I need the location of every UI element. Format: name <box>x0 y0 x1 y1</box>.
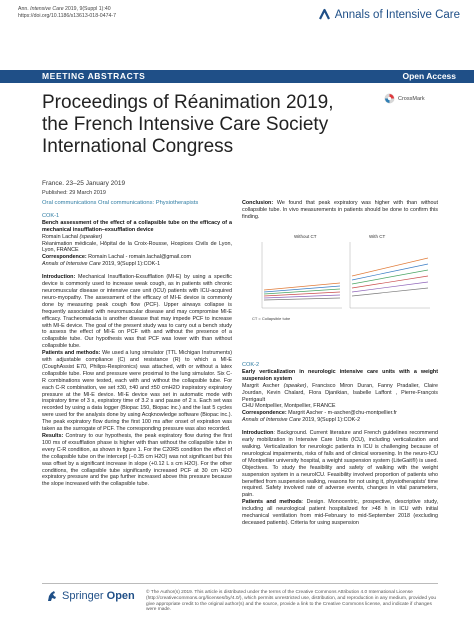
methods-paragraph: Patients and methods: Design. Monocentric, prospective, descriptive study, including all neurological patient hospitalized for >48 h in ICU with initial mechanical ventilation from mid-February to mid-September 2018 (excluding deceased patients). Criteria for using suspension <box>242 499 439 526</box>
crossmark-button[interactable] <box>384 93 425 104</box>
springer-open-logo <box>46 590 135 602</box>
with-ct-series-line <box>352 258 428 276</box>
open-word: Open <box>106 590 135 602</box>
abstract-authors: Margrit Ascher (speaker), Francisco Miron Duran, Fanny Pradalier, Claire Jourdan, Kevin Chalard, Flora Djanikian, Isabelle Laffont , Pierre-François Perrigault <box>242 382 438 403</box>
abstract-id: COK-1 <box>42 212 60 219</box>
published-date: Published: 29 March 2019 <box>42 190 106 196</box>
introduction-paragraph: Introduction: Background. Current literature and French guidelines recommend early mobilization in Intensive Care Units (ICU), including verticalization and walking. Verticalization for neurologic patients in ICU is challenging because of neurological impairments, risks of falls and of clinical worsening. In the neuro-ICU of Montpellier university hospital, a weight suspension system (LiteGait®) is used. Objectives. To study the feasibility and safety of walking with the weight suspension system in a neuroICU. Feasibility involved proportion of patients who benefited from suspension walking, reasons for not using it, physiotherapists' time required. Safety involved rate of adverse events, changes in vital parameters, pain. <box>242 430 438 499</box>
springer-word: Springer <box>62 590 104 602</box>
with-ct-series-line <box>352 282 428 292</box>
abstract-title: Bench assessment of the effect of a collapsible tube on the efficacy of a mechanical insufflation–exsufflation device <box>42 219 232 233</box>
panel-with-ct <box>350 242 430 308</box>
open-access-label: Open Access <box>402 71 456 81</box>
chart-caption: CT = Collapsible tube <box>252 316 291 321</box>
citation-volume: 2019, 9(Suppl 1):40 <box>63 6 111 12</box>
with-ct-series-line <box>352 288 428 296</box>
citation-prefix: Ann. <box>18 6 31 12</box>
conclusion-paragraph: Conclusion: We found that peak expiratory was higher with than without collapsible tube. In vivo measurements in patients should be done to confirm this finding. <box>242 200 438 220</box>
crossmark-label: CrossMark <box>398 95 425 102</box>
panel-label-with-ct: With CT <box>369 234 386 239</box>
springer-horse-icon <box>46 590 58 602</box>
crossmark-icon <box>384 93 395 104</box>
abstract-affiliation: Réanimation médicale, Hôpital de la Croix-Rousse, Hospices Civils de Lyon, Lyon, FRANCE <box>42 240 232 254</box>
introduction-paragraph: Introduction: Mechanical Insufflation-Exsufflation (MI-E) by using a specific device is commonly used to increase weak cough, as in patients with chronic neuromuscular disease or intensive care unit (ICU) patients with ICU-acquired neuro-myopathy. The assessment of the efficacy of MI-E device is commonly done by measuring peak cough flow (PCF). Upper airways collapse is frequently associated with neuromuscular disease and may compromise MI-E efficacy. Tracheomalacia is another disease that may impede PCF to increase with MI-E device. The goal of the present study was to carry out a bench study to assess the effect of MI-E on PCF with and without the presence of a collapsible tube. Our hypothesis was that PCF was lower with than without collapsible tube. <box>42 274 232 350</box>
section-heading: Oral communications Oral communications: Physiotherapists <box>42 200 199 206</box>
conclusion-block <box>242 200 438 221</box>
journal-name: Annals of Intensive Care <box>334 8 460 21</box>
citation <box>18 6 116 20</box>
figure-1-plot <box>244 228 438 335</box>
abstract-citation: Annals of Intensive Care 2019, 9(Suppl 1):COK-2 <box>242 417 361 424</box>
journal-logo <box>318 8 460 21</box>
license-text: © The Author(s) 2019. This article is distributed under the terms of the Creative Commons Attribution 4.0 International License (http://creativecommons.org/licenses/by/4.0/), which permits unrestricted use, distribution, and reproduction in any medium, provided you give appropriate credit to the original author(s) and the source, provide a link to the Creative Commons license, and indicate if changes were made. <box>146 590 437 613</box>
methods-paragraph: Patients and methods: We used a lung simulator (TTL Michigan Instruments) with adjustable compliance (C) and resistance (R) to which a MI-E (CoughAssist E70, Philips-Respironics) was attached, with or without a latex collapsible tube. Flow and pressure were proximal to the lung simulator. Six C-R combinations were tested, each with and without the collapsible tube. For each C-R combination, we set ±30, ±40 and ±50 cmH2O inspiratory expiratory pressure at the MI-E device. MI-E device was set in automatic mode with inspiratory time of 3 s, expiratory time of 3.2 s and pause of 2 s. Each set was recorded by using a data logger (Biopac 150, Biopac inc.) and the last 5 cycles were used for the analysis done by using Acqknowledge software (Biopac inc.). The peak expiratory flow during the first 100 ms after onset of expiration was taken as the surrogate of PCF. The corresponding pressure was also recorded. <box>42 350 232 433</box>
abstract-citation: Annals of Intensive Care 2019, 9(Suppl 1):COK-1 <box>42 261 161 268</box>
results-paragraph: Results: Contrary to our hypothesis, the peak expiratory flow during the first 100 ms of exsufflation phase is higher with than without the collapsible tube in every C-R condition, as shown in figure 1. For the C20R5 condition the effect of the collapsible tube on the intercept (−0.35 cm H2O) was not significant but this was offset by a significant increase in slope (+0.12 L s cm H2O). For the other conditions, the collapsible tube significantly increased PCF at 30 cm H2O expiratory pressure and the gap further increased above this pressure because the slope increased with the collapsible tube. <box>42 433 232 488</box>
without-ct-series-line <box>264 298 340 300</box>
doi-link[interactable]: https://doi.org/10.1186/s13613-018-0474-7 <box>18 13 116 19</box>
abstract-cok2 <box>242 362 438 527</box>
journal-logo-icon <box>318 8 331 21</box>
meeting-abstracts-label: MEETING ABSTRACTS <box>42 71 146 81</box>
abstract-correspondence: Correspondence: Romain Lachal - romain.lachal@gmail.com <box>42 254 191 261</box>
abstract-id: COK-2 <box>242 362 260 368</box>
without-ct-series-line <box>264 289 340 294</box>
abstract-affiliation: CHU Montpellier, Montpellier, FRANCE <box>242 403 336 410</box>
figure-1 <box>244 228 438 335</box>
abstract-author: Romain Lachal (speaker) <box>42 233 103 240</box>
abstract-correspondence: Correspondence: Margrit Ascher - m-ascher@chu-montpellier.fr <box>242 410 397 417</box>
panel-label-without-ct: Without CT <box>294 234 317 239</box>
left-column <box>42 200 232 488</box>
footer-divider <box>42 583 438 584</box>
abstract-title: Early verticalization in neurologic intensive care units with a weight suspension system <box>242 368 438 382</box>
conference-place-date: France. 23–25 January 2019 <box>42 180 126 187</box>
page-title: Proceedings of Réanimation 2019, the French Intensive Care Society International Congress <box>42 92 334 157</box>
citation-journal: Intensive Care <box>30 6 64 12</box>
